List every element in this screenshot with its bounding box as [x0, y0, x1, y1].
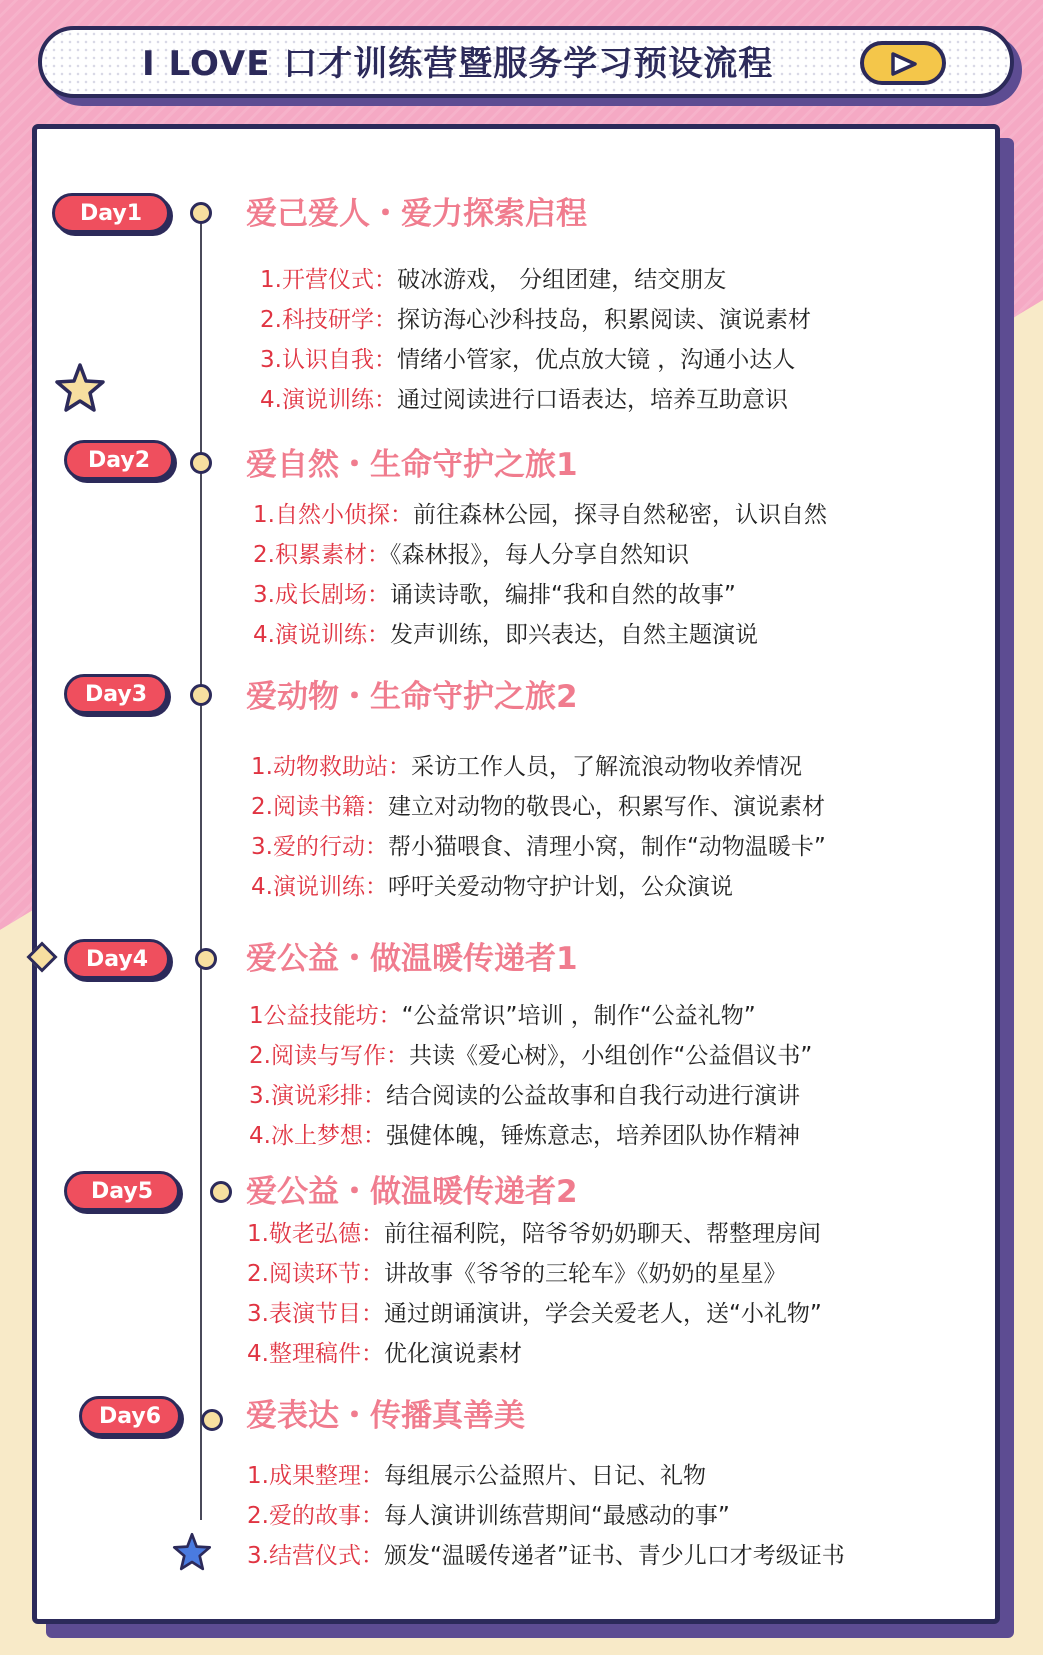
list-item [247, 1500, 730, 1532]
day-title: 爱自然・生命守护之旅1 [246, 447, 578, 483]
list-item [249, 1120, 800, 1152]
day-title: 爱动物・生命守护之旅2 [246, 679, 578, 715]
list-item [249, 1040, 812, 1072]
item-text: 讲故事《爷爷的三轮车》《奶奶的星星》 [383, 1261, 787, 1287]
item-text: 通过朗诵演讲，学会关爱老人，送“小礼物” [383, 1301, 822, 1327]
timeline-dot [195, 948, 217, 970]
day-title: 爱表达・传播真善美 [246, 1398, 525, 1434]
item-label: 4.冰上梦想： [249, 1123, 386, 1149]
list-item [260, 344, 795, 376]
list-item [247, 1540, 845, 1572]
item-text: 强健体魄，锤炼意志，培养团队协作精神 [385, 1123, 800, 1149]
list-item [251, 791, 825, 823]
item-text: 前往福利院，陪爷爷奶奶聊天、帮整理房间 [383, 1221, 821, 1247]
star-icon [54, 362, 106, 414]
item-text: 每组展示公益照片、日记、礼物 [383, 1463, 706, 1489]
list-item [260, 304, 811, 336]
item-label: 2.积累素材： [253, 542, 390, 568]
item-label: 1.敬老弘德： [247, 1221, 384, 1247]
list-item [247, 1258, 786, 1290]
day-title: 爱公益・做温暖传递者1 [246, 941, 578, 977]
item-text: 每人演讲训练营期间“最感动的事” [383, 1503, 730, 1529]
list-item [247, 1218, 821, 1250]
item-label: 3.表演节目： [247, 1301, 384, 1327]
list-item [260, 384, 788, 416]
day-badge: Day4 [64, 939, 170, 979]
item-label: 3.爱的行动： [251, 834, 388, 860]
item-label: 4.整理稿件： [247, 1341, 384, 1367]
item-text: 颁发“温暖传递者”证书、青少儿口才考级证书 [383, 1543, 845, 1569]
item-label: 1.自然小侦探： [253, 502, 413, 528]
list-item [253, 499, 827, 531]
day-badge: Day6 [79, 1396, 181, 1436]
item-text: “公益常识”培训 ，制作“公益礼物” [401, 1003, 756, 1029]
title-bar [38, 26, 1014, 98]
list-item [247, 1298, 822, 1330]
timeline-dot [210, 1181, 232, 1203]
list-item [251, 871, 733, 903]
item-label: 4.演说训练： [251, 874, 388, 900]
timeline-dot [190, 452, 212, 474]
item-text: 情绪小管家，优点放大镜 ，沟通小达人 [396, 347, 796, 373]
day-title: 爱己爱人・爱力探索启程 [246, 196, 587, 232]
item-label: 4.演说训练： [260, 387, 397, 413]
day-badge: Day2 [64, 440, 174, 480]
list-item [249, 1000, 756, 1032]
day-badge: Day3 [64, 674, 168, 714]
item-label: 2.阅读书籍： [251, 794, 388, 820]
timeline-dot [190, 202, 212, 224]
item-text: 破冰游戏， 分组团建，结交朋友 [396, 267, 727, 293]
item-label: 4.演说训练： [253, 622, 390, 648]
item-text: 发声训练，即兴表达，自然主题演说 [389, 622, 758, 648]
item-text: 前往森林公园，探寻自然秘密，认识自然 [412, 502, 827, 528]
item-text: 诵读诗歌，编排“我和自然的故事” [389, 582, 736, 608]
item-text: 通过阅读进行口语表达，培养互助意识 [396, 387, 788, 413]
list-item [247, 1460, 706, 1492]
item-label: 3.结营仪式： [247, 1543, 384, 1569]
day-badge: Day5 [64, 1171, 180, 1211]
play-button[interactable] [860, 41, 946, 85]
timeline-line [200, 220, 202, 1520]
star-icon [172, 1532, 212, 1572]
item-label: 3.认识自我： [260, 347, 397, 373]
list-item [251, 831, 826, 863]
item-label: 2.科技研学： [260, 307, 397, 333]
item-label: 3.成长剧场： [253, 582, 390, 608]
item-text: 帮小猫喂食、清理小窝，制作“动物温暖卡” [387, 834, 826, 860]
timeline-dot [190, 684, 212, 706]
list-item [253, 539, 689, 571]
day-badge: Day1 [52, 193, 170, 233]
item-text: 共读《爱心树》，小组创作“公益倡议书” [408, 1043, 813, 1069]
item-text: 优化演说素材 [383, 1341, 522, 1367]
list-item [247, 1338, 522, 1370]
item-text: 采访工作人员，了解流浪动物收养情况 [410, 754, 802, 780]
item-text: 探访海心沙科技岛，积累阅读、演说素材 [396, 307, 811, 333]
item-text: 结合阅读的公益故事和自我行动进行演讲 [385, 1083, 800, 1109]
list-item [260, 264, 726, 296]
list-item [253, 619, 758, 651]
list-item [249, 1080, 800, 1112]
timeline-dot [201, 1409, 223, 1431]
item-label: 3.演说彩排： [249, 1083, 386, 1109]
item-text: 呼吁关爱动物守护计划，公众演说 [387, 874, 733, 900]
item-label: 1公益技能坊： [249, 1003, 402, 1029]
list-item [251, 751, 802, 783]
play-icon [888, 50, 920, 78]
item-label: 2.阅读环节： [247, 1261, 384, 1287]
item-label: 1.动物救助站： [251, 754, 411, 780]
page-title: I LOVE 口才训练营暨服务学习预设流程 [142, 44, 774, 84]
item-label: 2.阅读与写作： [249, 1043, 409, 1069]
item-text: 《森林报》，每人分享自然知识 [389, 542, 689, 568]
day-title: 爱公益・做温暖传递者2 [246, 1174, 578, 1210]
list-item [253, 579, 736, 611]
item-text: 建立对动物的敬畏心，积累写作、演说素材 [387, 794, 825, 820]
item-label: 2.爱的故事： [247, 1503, 384, 1529]
item-label: 1.成果整理： [247, 1463, 384, 1489]
item-label: 1.开营仪式： [260, 267, 397, 293]
